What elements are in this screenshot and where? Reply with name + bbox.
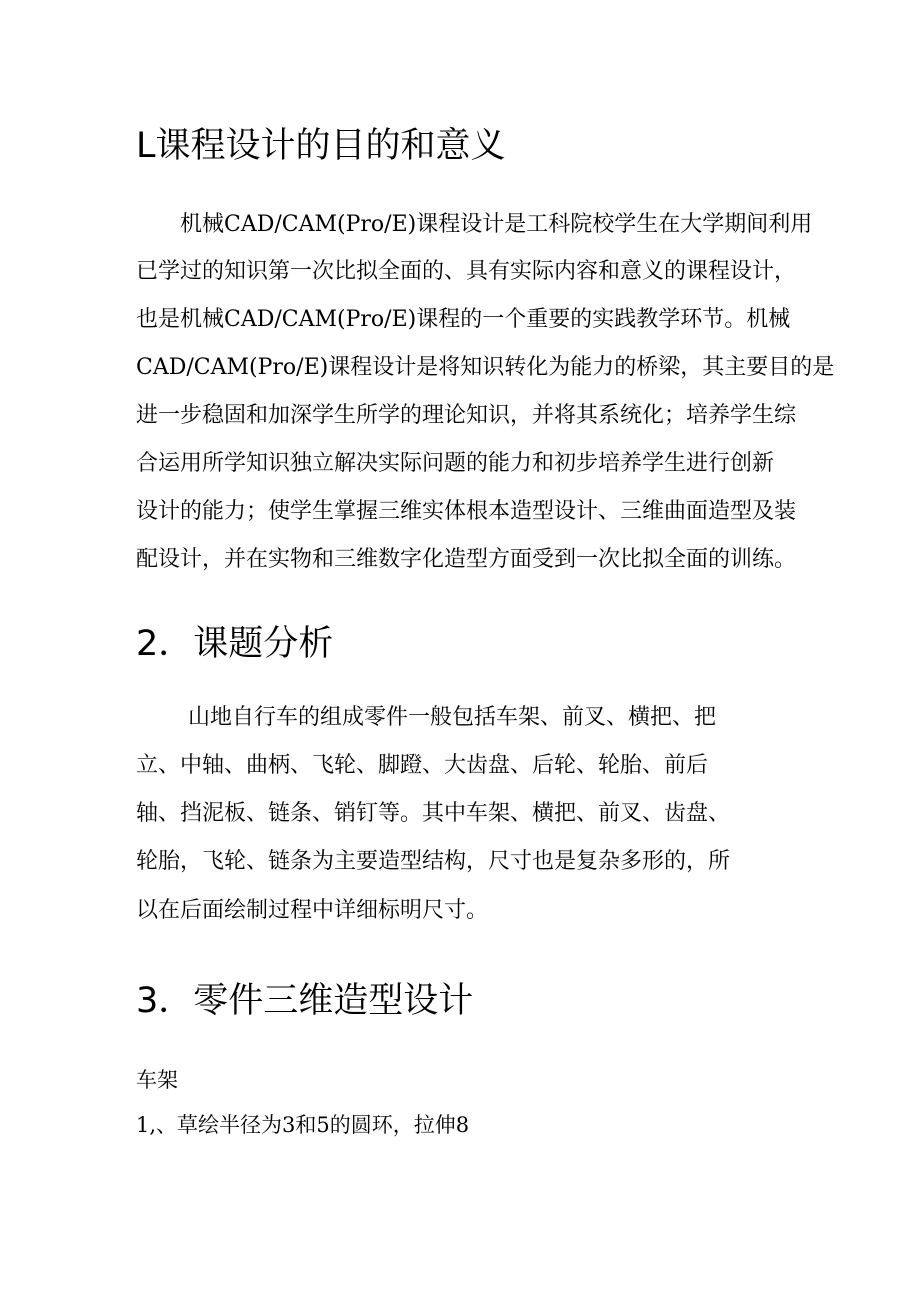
section-1-line-4: CAD/CAM(Pro/E)课程设计是将知识转化为能力的桥梁，其主要目的是 — [136, 355, 835, 380]
section-1-heading: L课程设计的目的和意义 — [136, 126, 506, 166]
section-2-line-2: 立、中轴、曲柄、飞轮、脚蹬、大齿盘、后轮、轮胎、前后 — [136, 753, 709, 778]
section-3-step-1: 1,、草绘半径为3和5的圆环，拉伸8 — [136, 1113, 470, 1137]
section-1-line-6: 合运用所学知识独立解决实际问题的能力和初步培养学生进行创新 — [136, 451, 775, 476]
section-2-line-4: 轮胎，飞轮、链条为主要造型结构，尺寸也是复杂多形的，所 — [136, 849, 731, 874]
section-1-line-1: 机械CAD/CAM(Pro/E)课程设计是工科院校学生在大学期间利用 — [180, 212, 813, 237]
section-2-line-3: 轴、挡泥板、链条、销钉等。其中车架、横把、前叉、齿盘、 — [136, 801, 731, 826]
section-2-line-1: 山地自行车的组成零件一般包括车架、前叉、横把、把 — [188, 705, 717, 730]
section-2-line-5: 以在后面绘制过程中详细标明尺寸。 — [136, 898, 489, 923]
section-1-line-3: 也是机械CAD/CAM(Pro/E)课程的一个重要的实践教学环节。机械 — [136, 307, 791, 332]
section-3-heading: 3．零件三维造型设计 — [136, 981, 474, 1021]
section-1-line-2: 已学过的知识第一次比拟全面的、具有实际内容和意义的课程设计， — [136, 259, 797, 284]
section-1-line-7: 设计的能力；使学生掌握三维实体根本造型设计、三维曲面造型及装 — [136, 499, 797, 524]
section-2-heading: 2．课题分析 — [136, 624, 334, 664]
section-3-subheading: 车架 — [136, 1068, 178, 1092]
section-1-line-8: 配设计，并在实物和三维数字化造型方面受到一次比拟全面的训练。 — [136, 547, 797, 572]
section-1-line-5: 进一步稳固和加深学生所学的理论知识，并将其系统化；培养学生综 — [136, 403, 797, 428]
